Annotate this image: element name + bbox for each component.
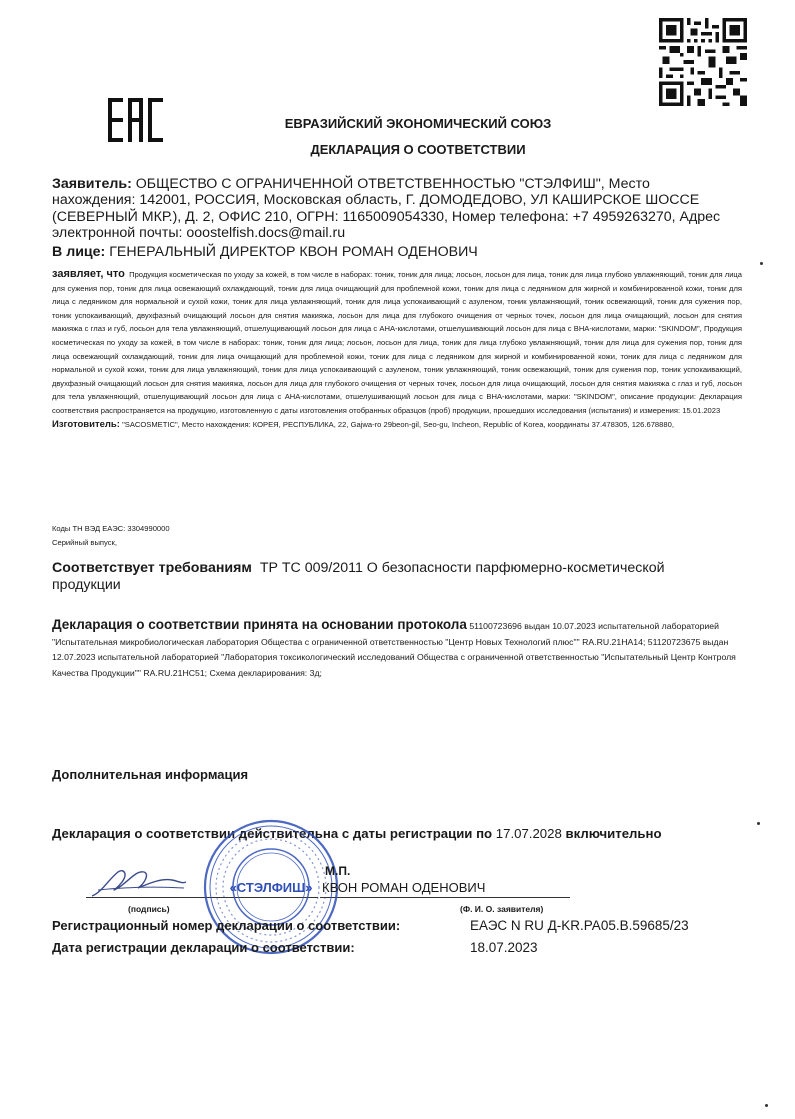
hs-codes: Коды ТН ВЭД ЕАЭС: 3304990000 [52, 524, 170, 533]
representative-text: ГЕНЕРАЛЬНЫЙ ДИРЕКТОР КВОН РОМАН ОДЕНОВИЧ [109, 244, 478, 260]
union-heading: ЕВРАЗИЙСКИЙ ЭКОНОМИЧЕСКИЙ СОЮЗ [284, 116, 552, 131]
manufacturer-label: Изготовитель: [52, 418, 120, 430]
fio-caption: (Ф. И. О. заявителя) [460, 904, 544, 914]
representative-label: В лице: [52, 244, 106, 260]
scan-speck [765, 1104, 768, 1107]
handwritten-signature [88, 862, 188, 902]
validity-date: 17.07.2028 [495, 826, 562, 841]
validity-suffix: включительно [565, 826, 662, 841]
requirements-text: ТР ТС 009/2011 О безопасности парфюмерно-косметической продукции [52, 560, 665, 593]
representative-block [52, 244, 732, 260]
seal-place-label: М.П. [325, 864, 351, 878]
product-description [52, 268, 742, 431]
applicant-label: Заявитель: [52, 176, 132, 192]
basis-text: 51100723696 выдан 10.07.2023 испытательной лабораторией "Испытательная микробиологическая лаборатория Общества с ограниченной ответственностью "Центр Новых Технологий плюс"" RA.RU.21НА14; 51120723675 выдан 12.07.2023 испытательной лабораторией "Лаборатория токсикологический исследований Общества с ограниченной ответственностью "Испытательный Центр Контроля Качества Продукции"" RA.RU.21НС51; Схема декларирования: 3д; [52, 621, 736, 678]
serial-release: Серийный выпуск, [52, 538, 117, 547]
product-text: Продукция косметическая по уходу за кожей, в том числе в наборах: тоник, тоник для лица; лосьон, лосьон для лица, тоник для лица глубоко увлажняющий, тоник для лица для сужения пор, тоник для лица освежающий охлаждающий, тоник для лица очищающий для проблемной кожи, тоник для лица с ледяником для жирной и комбинированной кожи, тоник для лица с ледяником для нормальной и сухой кожи, тоник для лица увлажняющий, тоник для лица успокаивающий с азуленом, тоник увлажняющий, тоник освежающий, тоник для сужения пор, тоник успокаивающий, двухфазный очищающий лосьон для снятия макияжа, лосьон для лица для глубокого очищения от черных точек, лосьон для лица очищающий, лосьон для снятия макияжа с глаз и губ, лосьон для тела увлажняющий, отшелущивающий лосьон для лица с АНА-кислотами, отшелушивающий лосьон для лица с ВНА-кислотами, марки: "SKINDOM", Продукция косметическая по уходу за кожей, в том числе в наборах: тоник, тоник для лица; лосьон, лосьон для лица, тоник для лица глубоко увлажняющий, тоник для лица для сужения пор, тоник для лица освежающий охлаждающий, тоник для лица очищающий для проблемной кожи, тоник для лица с ледяником для жирной и комбинированной кожи, тоник для лица с ледяником для нормальной и сухой кожи, тоник для лица увлажняющий, тоник для лица успокаивающий с азуленом, тоник увлажняющий, тоник освежающий, тоник для сужения пор, тоник успокаивающий, двухфазный очищающий лосьон для снятия макияжа, лосьон для лица для глубокого очищения от черных точек, лосьон для лица очищающий, лосьон для снятия макияжа с глаз и губ, лосьон для тела увлажняющий, отшелущивающий лосьон для лица с АНА-кислотами, отшелушивающий лосьон для лица с ВНА-кислотами, марки: "SKINDOM", описание продукции: Декларация соответствия распространяется на продукцию, изготовленную с даты изготовления отобранных образцов (проб) продукции, прошедших исследования (испытания) и измерения: 15.01.2023 [52, 270, 743, 415]
scan-speck [760, 262, 763, 265]
stamp-center-text: «СТЭЛФИШ» [229, 880, 313, 895]
requirements-label: Соответствует требованиям [52, 560, 252, 576]
declaration-title: ДЕКЛАРАЦИЯ О СООТВЕТСТВИИ [310, 142, 526, 157]
eac-logo [108, 98, 164, 142]
basis-block [52, 617, 742, 681]
registration-number-value: ЕАЭС N RU Д-KR.PA05.B.59685/23 [470, 918, 689, 933]
declares-label: заявляет, что [52, 268, 125, 280]
validity-line [52, 826, 752, 841]
registration-date-value: 18.07.2023 [470, 940, 538, 955]
qr-code [659, 18, 747, 106]
registration-date-label: Дата регистрации декларации о соответствии: [52, 940, 355, 955]
codes-block [52, 522, 552, 550]
applicant-text: ОБЩЕСТВО С ОГРАНИЧЕННОЙ ОТВЕТСТВЕННОСТЬЮ "СТЭЛФИШ", Место нахождения: 142001, РОССИЯ, Московская область, Г. ДОМОДЕДОВО, УЛ КАШИРСКОЕ ШОССЕ (СЕВЕРНЫЙ МКР.), Д. 2, ОФИС 210, ОГРН: 1165009054330, Номер телефона: +7 4959263270, Адрес электронной почты: ooostelfish.docs@mail.ru [52, 176, 721, 241]
additional-info-heading: Дополнительная информация [52, 767, 249, 782]
registration-number-label: Регистрационный номер декларации о соответствии: [52, 918, 401, 933]
name-line [320, 897, 570, 898]
basis-label: Декларация о соответствии принята на основании протокола [52, 617, 467, 632]
requirements-block [52, 560, 732, 593]
scan-speck [757, 822, 760, 825]
applicant-block [52, 176, 732, 241]
validity-label: Декларация о соответствии действительна с даты регистрации по [52, 826, 493, 841]
signature-caption: (подпись) [128, 904, 170, 914]
company-stamp [202, 818, 340, 956]
signer-name: КВОН РОМАН ОДЕНОВИЧ [322, 880, 486, 895]
manufacturer-text: "SACOSMETIC", Место нахождения: КОРЕЯ, РЕСПУБЛИКА, 22, Gajwa-ro 29beon-gil, Seo-gu, Incheon, Republic of Korea, координаты 37.478305, 126.678880, [122, 419, 674, 429]
